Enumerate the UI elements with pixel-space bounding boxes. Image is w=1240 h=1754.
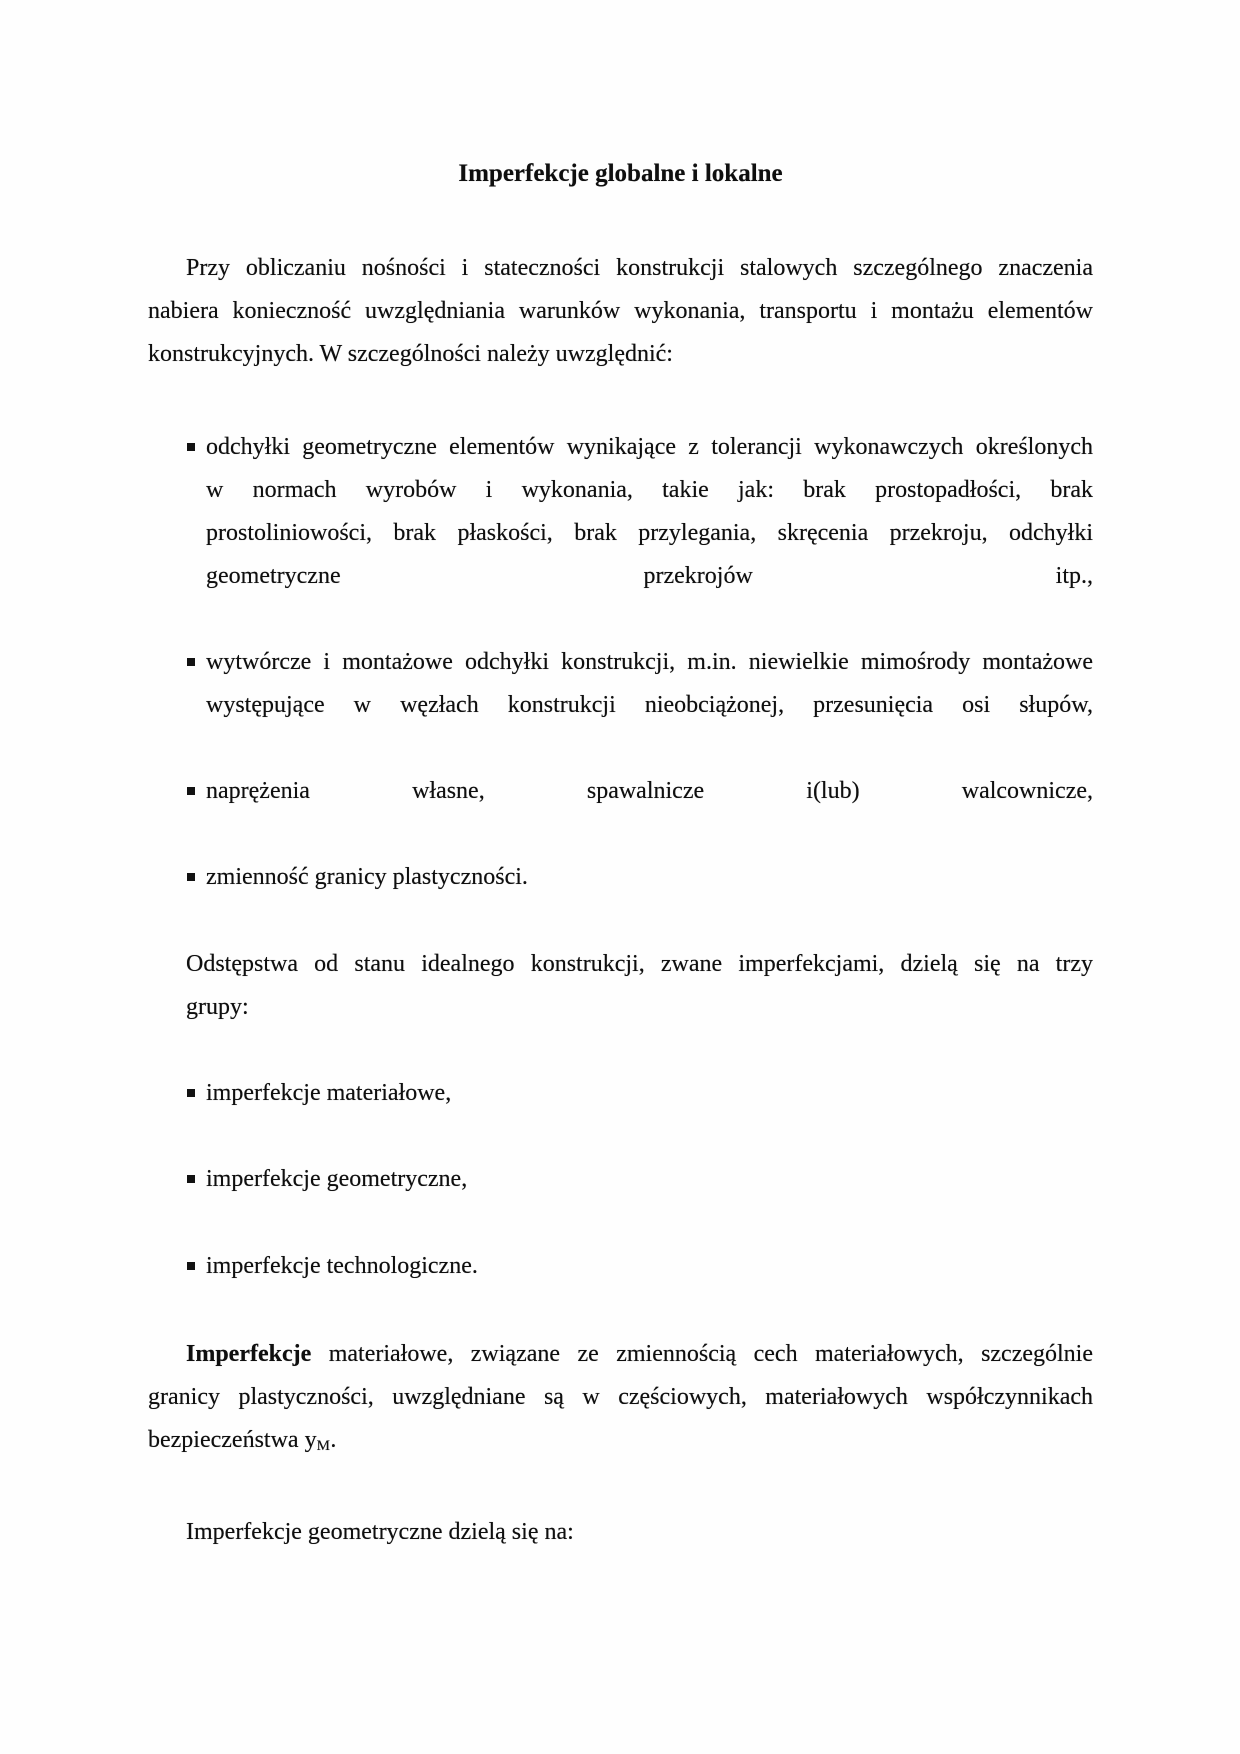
bullet-text-line: prostoliniowości, brak płaskości, brak przylegania, skręcenia przekroju, odchyłki bbox=[206, 520, 1093, 546]
bullet-text: imperfekcje geometryczne, bbox=[206, 1166, 468, 1192]
bullet-text: imperfekcje technologiczne. bbox=[206, 1253, 478, 1279]
bullet-icon bbox=[187, 873, 195, 881]
bullet-item-yield-limit-variability bbox=[148, 856, 1093, 899]
bullet-item-geometric-deviations bbox=[148, 426, 1093, 598]
page-title: Imperfekcje globalne i lokalne bbox=[458, 160, 783, 187]
bullet-text-line bbox=[148, 641, 1093, 684]
material-paragraph-line: granicy plastyczności, uwzględniane są w częściowych, materiałowych współczynnikach bbox=[148, 1384, 1093, 1410]
geometric-paragraph-line: Imperfekcje geometryczne dzielą się na: bbox=[186, 1519, 574, 1545]
bullet-text-line bbox=[148, 426, 1093, 469]
groups-paragraph bbox=[148, 943, 1093, 1029]
bullet-text-line bbox=[148, 770, 1093, 813]
intro-line: Przy obliczaniu nośności i stateczności konstrukcji stalowych szczególnego znaczenia bbox=[186, 255, 1093, 281]
bullet-text: naprężenia własne, spawalnicze i(lub) walcownicze, bbox=[206, 778, 1093, 804]
groups-paragraph-line: Odstępstwa od stanu idealnego konstrukcji, zwane imperfekcjami, dzielą się na trzy bbox=[186, 951, 1093, 977]
bullet-text: imperfekcje materiałowe, bbox=[206, 1080, 452, 1106]
bullet-text-line: występujące w węzłach konstrukcji nieobciążonej, przesunięcia osi słupów, bbox=[206, 692, 1093, 718]
bullet-text: zmienność granicy plastyczności. bbox=[206, 864, 528, 890]
geometric-paragraph bbox=[148, 1511, 1093, 1554]
bullet-icon bbox=[187, 1175, 195, 1183]
material-paragraph-line bbox=[148, 1419, 1093, 1468]
bullet-text-line bbox=[148, 856, 1093, 899]
bullet-icon bbox=[187, 443, 195, 451]
groups-paragraph-line: grupy: bbox=[186, 994, 249, 1020]
material-paragraph-rest: materiałowe, związane ze zmiennością cech materiałowych, szczególnie bbox=[311, 1341, 1093, 1367]
bullet-text-line: w normach wyrobów i wykonania, takie jak: brak prostopadłości, brak bbox=[206, 477, 1093, 503]
intro-paragraph bbox=[148, 247, 1093, 376]
bullet-item-group-material bbox=[148, 1072, 1093, 1115]
material-paragraph-lead: Imperfekcje bbox=[186, 1341, 312, 1367]
bullet-item-group-technological bbox=[148, 1245, 1093, 1288]
bullet-icon bbox=[187, 787, 195, 795]
material-paragraph bbox=[148, 1333, 1093, 1468]
bullet-item-group-geometric bbox=[148, 1158, 1093, 1201]
intro-line: konstrukcyjnych. W szczególności należy uwzględnić: bbox=[148, 341, 673, 367]
bullet-text: wytwórcze i montażowe odchyłki konstrukcji, m.in. niewielkie mimośrody montażowe bbox=[206, 649, 1093, 675]
bullet-text-line bbox=[148, 1072, 1093, 1115]
bullet-icon bbox=[187, 658, 195, 666]
bullet-icon bbox=[187, 1089, 195, 1097]
bullet-text-line bbox=[148, 1158, 1093, 1201]
bullet-text-line: geometryczne przekrojów itp., bbox=[206, 563, 1093, 589]
safety-factor-subscript: M bbox=[316, 1438, 331, 1454]
bullet-item-residual-stresses bbox=[148, 770, 1093, 813]
material-paragraph-line bbox=[148, 1333, 1093, 1376]
intro-line: nabiera konieczność uwzględniania warunków wykonania, transportu i montażu elementów bbox=[148, 298, 1093, 324]
bullet-icon bbox=[187, 1262, 195, 1270]
bullet-text: odchyłki geometryczne elementów wynikające z tolerancji wykonawczych określonych bbox=[206, 434, 1093, 460]
safety-factor-text: bezpieczeństwa y bbox=[148, 1427, 317, 1453]
bullet-text-line bbox=[148, 1245, 1093, 1288]
bullet-item-fabrication-erection-deviations bbox=[148, 641, 1093, 727]
safety-factor-period: . bbox=[330, 1427, 337, 1453]
text-column bbox=[148, 0, 1093, 1554]
